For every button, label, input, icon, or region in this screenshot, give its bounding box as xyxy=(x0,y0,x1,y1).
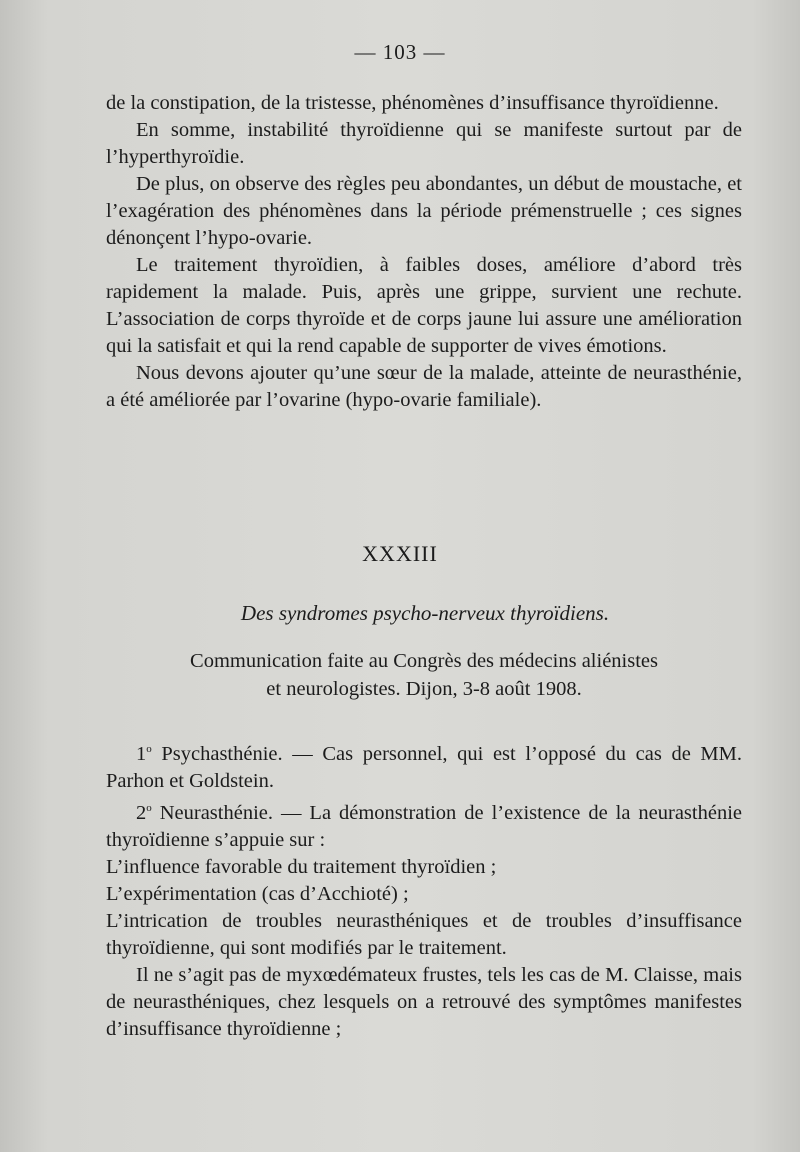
item-number: 1 xyxy=(136,742,147,765)
paragraph: De plus, on observe des règles peu abondantes, un début de moustache, et l’exagération des phénomènes dans la période prémenstruelle ; ces signes dénonçent l’hypo-ovarie. xyxy=(106,173,742,249)
paragraph: de la constipation, de la tristesse, phénomènes d’insuffisance thyroïdienne. xyxy=(106,92,719,114)
page-number: — 103 — xyxy=(354,40,446,64)
list-item-2 xyxy=(106,795,742,854)
communication-note xyxy=(106,647,742,703)
evidence-line: L’intrication de troubles neurasthéniques et de troubles d’insuffisance thyroïdienne, qui sont modifiés par le traitement. xyxy=(106,909,742,959)
list-item-1 xyxy=(106,736,742,795)
paragraph: Il ne s’agit pas de myxœdémateux frustes, tels les cas de M. Claisse, mais de neurasthéniques, chez lesquels on a retrouvé des symptômes manifestes d’insuffisance thyroïdienne ; xyxy=(106,963,742,1040)
item-number: 2 xyxy=(136,801,147,824)
paragraph: En somme, instabilité thyroïdienne qui se manifeste surtout par de l’hyperthyroïdie. xyxy=(106,119,742,168)
evidence-line: L’influence favorable du traitement thyroïdien ; xyxy=(106,855,497,878)
evidence-line: L’expérimentation (cas d’Acchioté) ; xyxy=(106,882,409,905)
item-text: Neurasthénie. — La démonstration de l’existence de la neurasthénie thyroïdienne s’appuie sur : xyxy=(106,801,742,851)
section-number: XXXIII xyxy=(362,541,438,566)
paragraph: Le traitement thyroïdien, à faibles doses, améliore d’abord très rapidement la malade. Puis, après une grippe, survient une rechute. L’association de corps thyroïde et de corps jaune lui assure une amélioration qui la satisfait et qui la rend capable de supporter de vives émotions. xyxy=(106,254,742,357)
ordinal-mark: o xyxy=(146,801,152,814)
section-title: Des syndromes psycho-nerveux thyroïdiens. xyxy=(240,601,610,625)
item-text: Psychasthénie. — Cas personnel, qui est l’opposé du cas de MM. Parhon et Goldstein. xyxy=(106,742,742,792)
text-block-top xyxy=(106,90,742,414)
paragraph: Nous devons ajouter qu’une sœur de la malade, atteinte de neurasthénie, a été améliorée par l’ovarine (hypo-ovarie familiale). xyxy=(106,362,742,411)
communication-line: et neurologistes. Dijon, 3-8 août 1908. xyxy=(266,678,582,700)
communication-line: Communication faite au Congrès des médecins aliénistes xyxy=(190,650,658,672)
ordinal-mark: o xyxy=(146,743,152,755)
text-block-bottom xyxy=(106,736,742,1043)
